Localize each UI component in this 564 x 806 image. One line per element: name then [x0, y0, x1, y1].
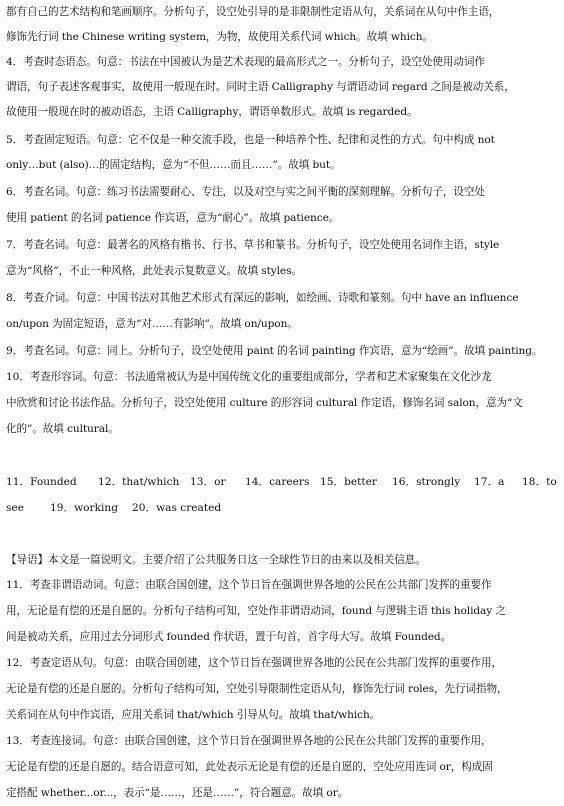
text-line: 6．考查名词。句意：练习书法需要耐心、专注，以及对空与实之间平衡的深刻理解。分析句子，设空处 [6, 186, 485, 198]
answer-item: 14．careers [245, 476, 310, 488]
answer-item: 15．better [320, 476, 377, 488]
text-line: 中欣赏和讨论书法作品。分析句子，设空处使用 culture 的形容词 cultural 作定语，修饰名词 salon，意为“文 [6, 397, 523, 409]
answer-item: 20．was created [132, 502, 222, 514]
text-line: on/upon 为固定短语，意为“对……有影响”。故填 on/upon。 [6, 318, 298, 330]
text-line: 都有自己的艺术结构和笔画顺序。分析句子，设空处引导的是非限制性定语从句，关系词在从句中作主语， [6, 6, 500, 18]
text-line: 谓语，句子表述客观事实，故使用一般现在时。同时主语 Calligraphy 与谓语动词 regard 之间是被动关系， [6, 81, 515, 93]
text-line: 意为“风格”，不止一种风格，此处表示复数意义。故填 styles。 [6, 265, 302, 277]
text-line: 关系词在从句中作宾语，应用关系词 that/which 引导从句。故填 that/which。 [6, 709, 381, 721]
text-line: 化的”。故填 cultural。 [6, 423, 119, 435]
text-line: 无论是有偿的还是自愿的。结合语意可知，此处表示无论是有偿的还是自愿的，空处应用连词 or，构成固 [6, 761, 493, 773]
text-line: 4．考查时态语态。句意：书法在中国被认为是艺术表现的最高形式之一。分析句子，设空处使用动词作 [6, 56, 485, 68]
text-line: 间是被动关系，应用过去分词形式 founded 作状语，置于句首，首字母大写。故填 Founded。 [6, 631, 452, 643]
answer-item: 18．to [522, 476, 557, 488]
answer-item: 19．working [50, 502, 118, 514]
text-line: 使用 patient 的名词 patience 作宾语，意为“耐心”。故填 patience。 [6, 212, 340, 224]
answer-item: 11．Founded [6, 476, 77, 488]
text-line: 9．考查名词。句意：同上。分析句子，设空处使用 paint 的名词 painting 作宾语，意为“绘画”。故填 painting。 [6, 345, 543, 357]
text-line: 12．考查定语从句。句意：由联合国创建，这个节日旨在强调世界各地的公民在公共部门发挥的重要作用， [6, 657, 502, 669]
text-line: 【导语】本文是一篇说明文。主要介绍了公共服务日这一全球性节日的由来以及相关信息。 [6, 554, 426, 566]
answer-item: 12．that/which [98, 476, 180, 488]
text-line: 定搭配 whether...or...，表示“是……，还是……”，符合题意。故填 or。 [6, 787, 349, 799]
text-line: 用，无论是有偿的还是自愿的。分析句子结构可知，空处作非谓语动词，found 与逻辑主语 this holiday 之 [6, 605, 506, 617]
text-line: 5．考查固定短语。句意：它不仅是一种交流手段，也是一种培养个性、纪律和灵性的方式。句中构成 not [6, 134, 495, 146]
text-line: only…but (also)…的固定结构，意为“不但……而且……”。故填 but。 [6, 159, 341, 171]
text-line: 修饰先行词 the Chinese writing system，为物，故使用关系代词 which。故填 which。 [6, 31, 433, 43]
text-line: 7．考查名词。句意：最著名的风格有楷书、行书、草书和篆书。分析句子，设空处使用名词作主语，style [6, 239, 500, 251]
answer-item: 16．strongly [392, 476, 461, 488]
text-line: 无论是有偿的还是自愿的。分析句子结构可知，空处引导限制性定语从句，修饰先行词 roles，先行词指物， [6, 683, 508, 695]
answer-item: 13．or [190, 476, 226, 488]
text-line: 11．考查非谓语动词。句意：由联合国创建，这个节日旨在强调世界各地的公民在公共部门发挥的重要作 [6, 579, 492, 591]
answer-item: 17．a [474, 476, 505, 488]
text-line: 10．考查形容词。句意：书法通常被认为是中国传统文化的重要组成部分，学者和艺术家聚集在文化沙龙 [6, 371, 492, 383]
text-line: 13．考查连接词。句意：由联合国创建，这个节日旨在强调世界各地的公民在公共部门发挥的重要作用， [6, 735, 492, 747]
text-line: 8．考查介词。句意：中国书法对其他艺术形式有深远的影响，如绘画、诗歌和篆刻。句中 have an influence [6, 292, 519, 304]
text-line: 故使用一般现在时的被动语态，主语 Calligraphy，谓语单数形式。故填 is regarded。 [6, 106, 418, 118]
answer-item: see [6, 502, 24, 514]
